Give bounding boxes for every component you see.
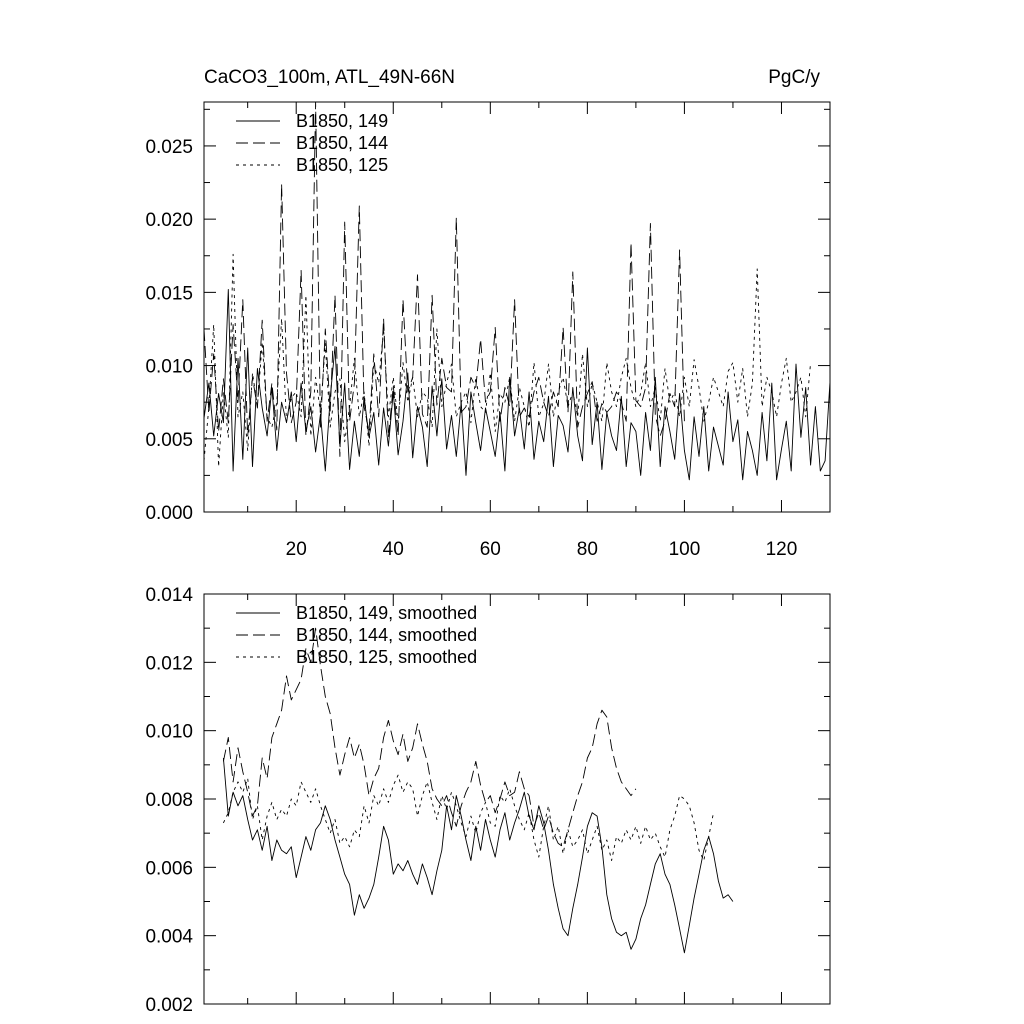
top-legend-label-3: B1850, 125 [296, 155, 389, 175]
bottom-legend-label-2: B1850, 144, smoothed [296, 625, 478, 645]
top-xtick-label: 60 [479, 539, 501, 560]
bottom-ytick-label: 0.008 [145, 790, 193, 811]
top-series-line-1 [204, 289, 830, 479]
top-legend-label-2: B1850, 144 [296, 133, 389, 153]
top-legend-label-1: B1850, 149 [296, 111, 389, 131]
bottom-ytick-label: 0.012 [145, 653, 193, 675]
bottom-ytick-label: 0.004 [145, 926, 193, 948]
top-ytick-label: 0.015 [145, 283, 193, 305]
bottom-ytick-label: 0.014 [145, 585, 193, 606]
bottom-legend-label-1: B1850, 149, smoothed [296, 603, 478, 623]
bottom-ytick-label: 0.010 [145, 721, 193, 743]
top-series-line-2 [204, 102, 684, 456]
top-ytick-label: 0.010 [145, 356, 193, 378]
bottom-legend-label-3: B1850, 125, smoothed [296, 647, 478, 667]
top-ytick-label: 0.025 [145, 136, 193, 158]
top-xtick-label: 100 [668, 539, 701, 560]
top-legend [236, 111, 388, 175]
bottom-legend [236, 603, 477, 667]
bottom-panel [145, 585, 830, 1016]
top-ytick-label: 0.000 [145, 503, 193, 524]
top-xtick-label: 120 [765, 539, 798, 560]
top-xtick-label: 40 [382, 539, 404, 560]
top-panel [145, 67, 830, 560]
bottom-axis-ticks [145, 585, 830, 1016]
bottom-ytick-label: 0.002 [145, 995, 193, 1016]
top-ytick-label: 0.020 [145, 210, 193, 232]
top-series-line-3 [204, 254, 811, 466]
bottom-series-group [223, 628, 733, 953]
top-title-left: CaCO3_100m, ATL_49N-66N [204, 67, 455, 88]
top-xtick-label: 80 [576, 539, 598, 560]
top-axis-ticks [145, 102, 830, 560]
top-xtick-label: 20 [285, 539, 307, 560]
bottom-ytick-label: 0.006 [145, 858, 193, 880]
top-ytick-label: 0.005 [145, 429, 193, 451]
top-title-right: PgC/y [768, 67, 820, 88]
